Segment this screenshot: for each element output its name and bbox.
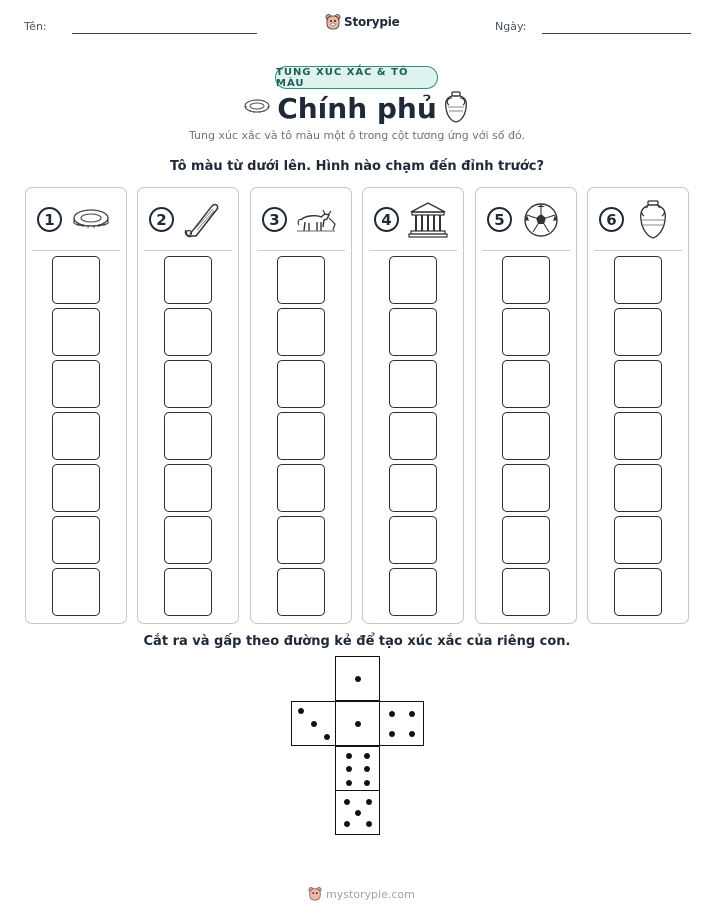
die-pip [324,734,330,740]
date-label: Ngày: [495,20,527,33]
color-cell[interactable] [52,360,100,408]
die-pip [355,810,361,816]
color-cell[interactable] [52,412,100,460]
die-pip [364,780,370,786]
die-face-3 [291,701,336,746]
color-cell[interactable] [389,412,437,460]
color-cell[interactable] [277,308,325,356]
column-header [251,200,351,240]
color-cell[interactable] [164,568,212,616]
color-cell[interactable] [164,464,212,512]
color-cell[interactable] [614,412,662,460]
column-3 [250,187,352,624]
color-cell[interactable] [277,568,325,616]
die-pip [364,766,370,772]
activity-badge: TUNG XÚC XẮC & TÔ MÀU [275,66,438,89]
color-cell[interactable] [277,360,325,408]
color-cell[interactable] [502,568,550,616]
column-header [138,200,238,240]
page-title: Chính phủ [277,92,437,125]
die-pip [389,711,395,717]
color-cell[interactable] [614,464,662,512]
die-pip [364,753,370,759]
die-face-4 [379,701,424,746]
name-line [72,33,257,34]
color-cell[interactable] [164,256,212,304]
die-pip [409,731,415,737]
column-header [476,200,576,240]
footer [308,886,415,902]
logo-text: Storypie [344,15,400,29]
column-number: 4 [374,207,399,232]
color-cell[interactable] [614,568,662,616]
color-cell[interactable] [614,256,662,304]
color-cell[interactable] [277,412,325,460]
bear-mascot-icon [325,13,341,31]
ox-plow-icon [295,200,337,240]
column-divider [482,250,570,251]
column-number: 2 [149,207,174,232]
color-cell[interactable] [502,412,550,460]
color-cell[interactable] [164,516,212,564]
name-label: Tên: [24,20,47,33]
column-divider [594,250,682,251]
scroll-icon [182,200,224,240]
color-cell[interactable] [277,464,325,512]
color-cell[interactable] [389,464,437,512]
date-line [542,33,691,34]
color-cell[interactable] [52,308,100,356]
column-header [588,200,688,240]
color-cell[interactable] [52,256,100,304]
color-cell[interactable] [614,360,662,408]
column-number: 1 [37,207,62,232]
amphora-icon [442,90,470,124]
column-header [26,200,126,240]
cut-instruction: Cắt ra và gấp theo đường kẻ để tạo xúc xắc của riêng con. [143,634,571,649]
column-number: 5 [487,207,512,232]
color-cell[interactable] [502,516,550,564]
bear-mascot-icon [308,886,322,902]
color-cell[interactable] [277,256,325,304]
amphora-icon [632,200,674,240]
column-divider [369,250,457,251]
die-pip [346,766,352,772]
die-pip [389,731,395,737]
color-cell[interactable] [502,360,550,408]
column-divider [257,250,345,251]
instruction-text: Tô màu từ dưới lên. Hình nào chạm đến đỉnh trước? [169,159,545,174]
color-cell[interactable] [389,256,437,304]
column-1 [25,187,127,624]
column-header [363,200,463,240]
die-pip [409,711,415,717]
column-5 [475,187,577,624]
die-pip [366,821,372,827]
color-cell[interactable] [52,568,100,616]
column-divider [144,250,232,251]
color-cell[interactable] [277,516,325,564]
die-pip [346,780,352,786]
die-pip [366,799,372,805]
die-pip [298,708,304,714]
color-cell[interactable] [389,308,437,356]
color-cell[interactable] [52,464,100,512]
die-pip [344,821,350,827]
column-6 [587,187,689,624]
color-cell[interactable] [389,568,437,616]
die-face-1 [335,656,380,701]
color-cell[interactable] [614,516,662,564]
die-pip [311,721,317,727]
color-cell[interactable] [502,308,550,356]
column-2 [137,187,239,624]
color-cell[interactable] [164,412,212,460]
die-face-6 [335,746,380,791]
color-cell[interactable] [389,516,437,564]
color-cell[interactable] [164,360,212,408]
die-pip [355,676,361,682]
color-cell[interactable] [502,256,550,304]
storypie-logo [325,13,400,31]
column-4 [362,187,464,624]
temple-icon [407,200,449,240]
die-pip [346,753,352,759]
die-face-5 [335,790,380,835]
column-number: 6 [599,207,624,232]
color-cell[interactable] [614,308,662,356]
column-number: 3 [262,207,287,232]
soccer-ball-icon [520,200,562,240]
footer-url: mystorypie.com [326,887,415,901]
color-cell[interactable] [389,360,437,408]
die-pip [344,799,350,805]
arena-icon [70,200,112,240]
subtitle: Tung xúc xắc và tô màu một ô trong cột tương ứng với số đó. [189,129,525,142]
color-cell[interactable] [52,516,100,564]
die-face-1 [335,701,380,746]
color-cell[interactable] [164,308,212,356]
color-cell[interactable] [502,464,550,512]
column-divider [32,250,120,251]
die-pip [355,721,361,727]
